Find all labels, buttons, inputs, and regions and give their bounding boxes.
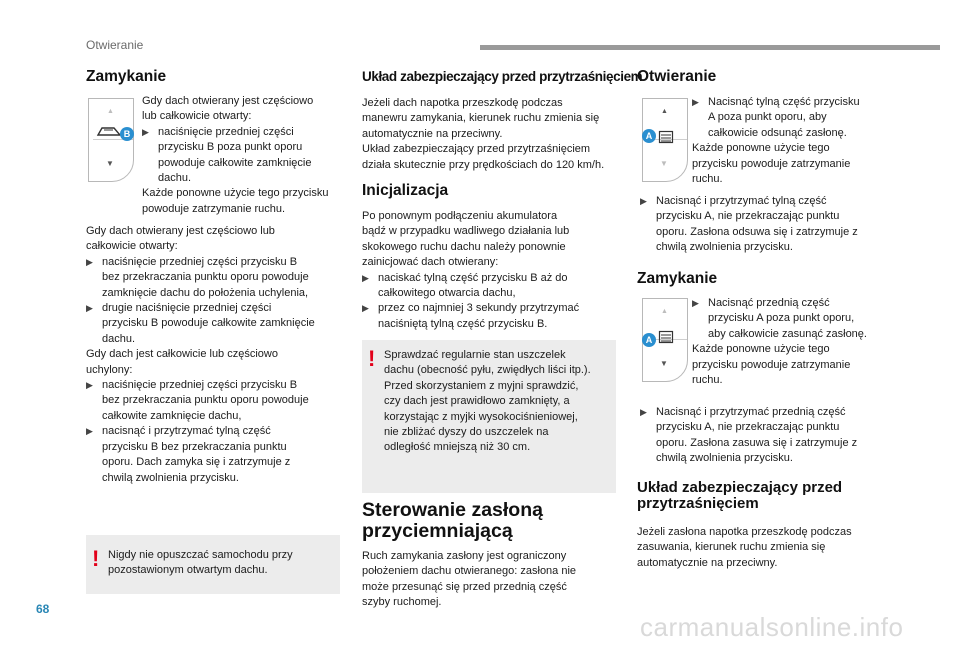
text-line: Ruch zamykania zasłony jest ograniczony	[362, 550, 567, 562]
bullet-line	[640, 405, 857, 420]
bullet-icon: ▶	[640, 407, 647, 417]
text-line: Nacisnąć tylną część przycisku	[708, 96, 860, 108]
text-line: uchylony:	[86, 363, 133, 376]
bullet-icon: ▶	[142, 126, 149, 137]
text-line: Każde ponowne użycie tego przycisku	[142, 187, 329, 200]
text-line: całkowicie odsunąć zasłonę.	[708, 126, 847, 139]
bullet-icon: ▶	[362, 303, 369, 314]
text-line: dachu.	[102, 332, 136, 345]
text-line: Układ zabezpieczający przed przytrzaśnięciem	[362, 143, 591, 156]
text-line: powoduje całkowite zamknięcie	[158, 156, 312, 169]
text-line: Gdy dach otwierany jest częściowo lub	[86, 225, 275, 237]
text-line: nacisnąć i przytrzymać tylną część	[102, 425, 271, 438]
arrow-down-icon: ▼	[660, 359, 668, 368]
text-line: bądź w przypadku wadliwego działania lub	[362, 225, 570, 238]
bullet-icon: ▶	[86, 256, 93, 267]
text-line: przez co najmniej 3 sekundy przytrzymać	[378, 302, 580, 315]
bullet-icon: ▶	[640, 196, 647, 206]
text-line: ruchu.	[692, 173, 723, 186]
text-line: odległość mniejszą niż 30 cm.	[384, 441, 531, 454]
text-line: zainicjować dach otwierany:	[362, 256, 499, 269]
blind-icon	[658, 130, 674, 144]
heading-blind-control	[362, 500, 543, 542]
warning-text	[108, 548, 293, 579]
text-line: oporu. Dach zamyka się i zatrzymuje z	[102, 456, 291, 469]
text-line: korzystając z myjki wysokociśnieniowej,	[384, 410, 578, 423]
heading-anti-pinch: Układ zabezpieczający przed przytrzaśnięciem	[362, 69, 643, 84]
closing-blind-intro	[692, 296, 867, 388]
text-line: dachu.	[158, 172, 192, 185]
text-line: Nigdy nie opuszczać samochodu przy	[108, 549, 293, 561]
text-line: powoduje zatrzymanie ruchu.	[142, 202, 286, 215]
heading-initialisation: Inicjalizacja	[362, 182, 449, 199]
text-line: Nacisnąć i przytrzymać przednią część	[656, 406, 846, 418]
text-line: Nacisnąć i przytrzymać tylną część	[656, 195, 827, 207]
heading-anti-pinch-blind	[637, 480, 842, 512]
text-line: działa skutecznie przy prędkościach do 120 km/h.	[362, 158, 605, 171]
text-line: Gdy dach otwierany jest częściowo	[142, 95, 314, 107]
bullet-icon: ▶	[86, 380, 93, 391]
text-line: oporu. Zasłona odsuwa się i zatrzymuje z	[656, 225, 858, 238]
opening-intro	[692, 95, 860, 187]
heading-opening: Otwieranie	[637, 68, 717, 85]
text-line: przycisku powoduje zatrzymanie	[692, 157, 851, 170]
heading-line: Sterowanie zasłoną	[362, 499, 543, 521]
text-line: naciśnięcie przedniej części przycisku B	[102, 255, 298, 268]
text-line: aby całkowicie zasunąć zasłonę.	[708, 327, 867, 340]
warning-box	[86, 535, 340, 594]
text-line: zasuwania, kierunek ruchu zmienia się	[637, 541, 826, 554]
text-line: ruchu.	[692, 374, 723, 387]
text-line: chwilą zwolnienia przycisku.	[656, 241, 793, 254]
text-line: chwilą zwolnienia przycisku.	[102, 471, 239, 484]
text-line: Jeżeli dach napotka przeszkodę podczas	[362, 97, 563, 109]
text-line: Każde ponowne użycie tego	[692, 142, 830, 155]
badge-b: B	[120, 127, 134, 141]
text-line: manewru zamykania, kierunek ruchu zmienia się	[362, 112, 600, 125]
text-line: Każde ponowne użycie tego	[692, 343, 830, 356]
text-line: Nacisnąć przednią część	[708, 297, 830, 309]
warning-text	[384, 348, 591, 456]
text-line: szyby ruchomej.	[362, 596, 442, 609]
text-line: przycisku B powoduje całkowite zamknięcie	[102, 317, 315, 330]
header-bar	[480, 45, 940, 50]
text-line: bez przekraczania punktu oporu powoduje	[102, 394, 309, 407]
text-line: skokowego ruchu dachu należy ponownie	[362, 240, 566, 253]
text-line: oporu. Zasłona zasuwa się i zatrzymuje z	[656, 436, 858, 449]
text-line: położeniem dachu otwieranego: zasłona nie	[362, 565, 577, 578]
text-line: przycisku A poza punkt oporu,	[708, 312, 855, 325]
bullet-icon: ▶	[692, 97, 699, 107]
text-line: przycisku A, nie przekraczając punktu	[656, 210, 840, 223]
bullet-line	[142, 125, 329, 140]
bullet-line	[86, 378, 315, 393]
arrow-down-icon: ▼	[660, 159, 668, 168]
page-number: 68	[36, 602, 50, 616]
text-line: całkowicie otwarty:	[86, 240, 178, 253]
arrow-up-icon: ▲	[661, 308, 668, 315]
badge-a: A	[642, 129, 656, 143]
heading-closing: Zamykanie	[86, 68, 167, 85]
text-line: przycisku B poza punkt oporu	[158, 141, 303, 154]
text-line: całkowite zamknięcie dachu,	[102, 409, 242, 422]
bullet-icon: ▶	[362, 272, 369, 283]
bullet-line	[692, 296, 867, 311]
text-line: przycisku B bez przekraczania punktu	[102, 440, 287, 453]
text-line: chwilą zwolnienia przycisku.	[656, 452, 793, 465]
text-line: czy dach jest prawidłowo zamknięty, a	[384, 395, 570, 408]
text-line: Gdy dach jest całkowicie lub częściowo	[86, 348, 278, 361]
init-text	[362, 209, 579, 332]
text-line: bez przekraczania punktu oporu powoduje	[102, 271, 309, 284]
section-title: Otwieranie	[86, 38, 144, 52]
text-line: Po ponownym podłączeniu akumulatora	[362, 210, 558, 222]
text-line: dachu (obecność pyłu, zwiędłych liści itp.).	[384, 364, 591, 377]
arrow-up-icon: ▲	[661, 108, 668, 115]
text-line: naciśnięcie przedniej części	[158, 125, 294, 138]
blind-text	[362, 549, 576, 611]
sunroof-icon	[96, 124, 122, 138]
text-line: zamknięcie dachu do położenia uchylenia,	[102, 286, 309, 299]
anti-pinch-text	[362, 96, 604, 173]
bullet-icon: ▶	[692, 298, 699, 308]
opening-body	[640, 194, 858, 256]
text-line: Jeżeli zasłona napotka przeszkodę podczas	[637, 526, 852, 538]
bullet-line	[692, 95, 860, 110]
warning-icon: !	[368, 346, 376, 371]
blind-icon	[658, 330, 674, 344]
text-line: automatycznie na przeciwny.	[362, 127, 503, 140]
text-line: naciskać tylną część przycisku B aż do	[378, 271, 568, 284]
text-line: może przesunąć się przed przednią część	[362, 580, 567, 593]
bullet-icon: ▶	[86, 303, 93, 314]
text-line: całkowitego otwarcia dachu,	[378, 287, 516, 300]
bullet-line	[362, 301, 579, 316]
bullet-line	[86, 255, 315, 270]
heading-line: Układ zabezpieczający przed	[637, 479, 843, 496]
bullet-line	[86, 424, 315, 439]
watermark: carmanualsonline.info	[640, 612, 904, 642]
anti-pinch-blind-text	[637, 525, 852, 571]
bullet-line	[362, 271, 579, 286]
text-line: lub całkowicie otwarty:	[142, 110, 252, 123]
arrow-up-icon: ▲	[107, 108, 114, 115]
closing-blind-body	[640, 405, 857, 467]
closing-body	[86, 224, 315, 486]
heading-closing-blind: Zamykanie	[637, 270, 718, 287]
text-line: nie zbliżać dyszy do uszczelek na	[384, 426, 549, 439]
text-line: przycisku powoduje zatrzymanie	[692, 358, 851, 371]
text-line: naciśnięcie przedniej części przycisku B	[102, 379, 298, 392]
heading-line: przyciemniającą	[362, 520, 513, 542]
text-line: przycisku A, nie przekraczając punktu	[656, 421, 840, 434]
text-line: automatycznie na przeciwny.	[637, 556, 778, 569]
closing-intro	[142, 94, 329, 217]
warning-icon: !	[92, 546, 100, 571]
text-line: pozostawionym otwartym dachu.	[108, 564, 268, 577]
text-line: Sprawdzać regularnie stan uszczelek	[384, 349, 566, 361]
text-line: Przed skorzystaniem z myjni sprawdzić,	[384, 379, 579, 392]
warning-box	[362, 340, 616, 493]
text-line: naciśniętą tylną część przycisku B.	[378, 317, 548, 330]
heading-line: przytrzaśnięciem	[637, 495, 759, 512]
arrow-down-icon: ▼	[106, 159, 114, 168]
text-line: drugie naciśnięcie przedniej części	[102, 302, 272, 315]
bullet-line	[86, 301, 315, 316]
text-line: A poza punkt oporu, aby	[708, 111, 827, 124]
badge-a: A	[642, 333, 656, 347]
bullet-line	[640, 194, 858, 209]
bullet-icon: ▶	[86, 426, 93, 437]
